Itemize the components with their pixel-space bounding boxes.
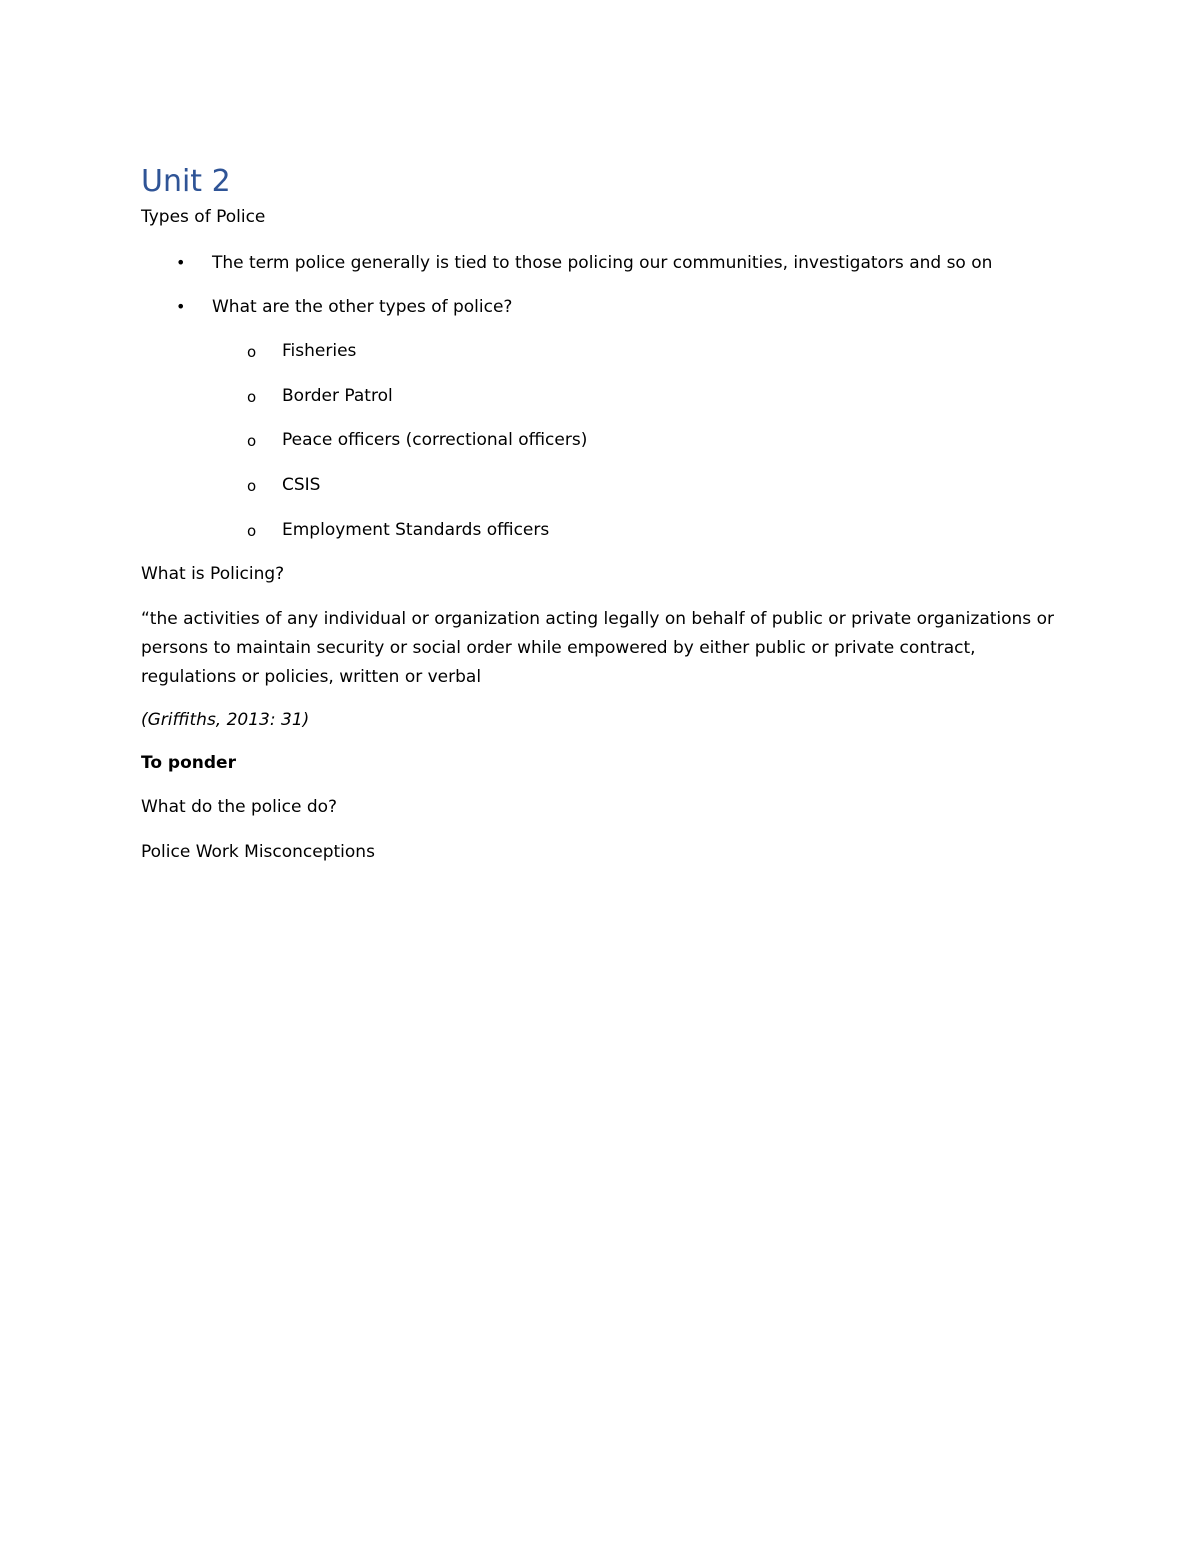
section-title-to-ponder: To ponder — [141, 753, 236, 773]
sub-bullet-marker: o — [247, 388, 257, 406]
section-title-what-is-policing: What is Policing? — [141, 564, 285, 584]
ponder-question: What do the police do? — [141, 797, 338, 817]
sub-bullet-text: Peace officers (correctional officers) — [282, 430, 588, 450]
bullet-marker: • — [176, 253, 186, 272]
bullet-text: The term police generally is tied to those policing our communities, investigators and so on — [212, 253, 993, 273]
ponder-topic: Police Work Misconceptions — [141, 842, 375, 862]
sub-bullet-text: CSIS — [282, 475, 321, 495]
citation: (Griffiths, 2013: 31) — [141, 710, 310, 730]
section-title-types-of-police: Types of Police — [141, 207, 266, 227]
sub-bullet-marker: o — [247, 522, 257, 540]
page-title: Unit 2 — [141, 164, 231, 199]
sub-bullet-marker: o — [247, 477, 257, 495]
bullet-text: What are the other types of police? — [212, 297, 513, 317]
sub-bullet-marker: o — [247, 343, 257, 361]
sub-bullet-text: Border Patrol — [282, 386, 393, 406]
bullet-marker: • — [176, 297, 186, 316]
sub-bullet-marker: o — [247, 432, 257, 450]
sub-bullet-text: Employment Standards officers — [282, 520, 550, 540]
definition-quote: “the activities of any individual or organization acting legally on behalf of public or private organizations or persons to maintain security or social order while empowered by either public or private contract, regulations or policies, written or verbal — [141, 609, 1054, 687]
sub-bullet-text: Fisheries — [282, 341, 357, 361]
